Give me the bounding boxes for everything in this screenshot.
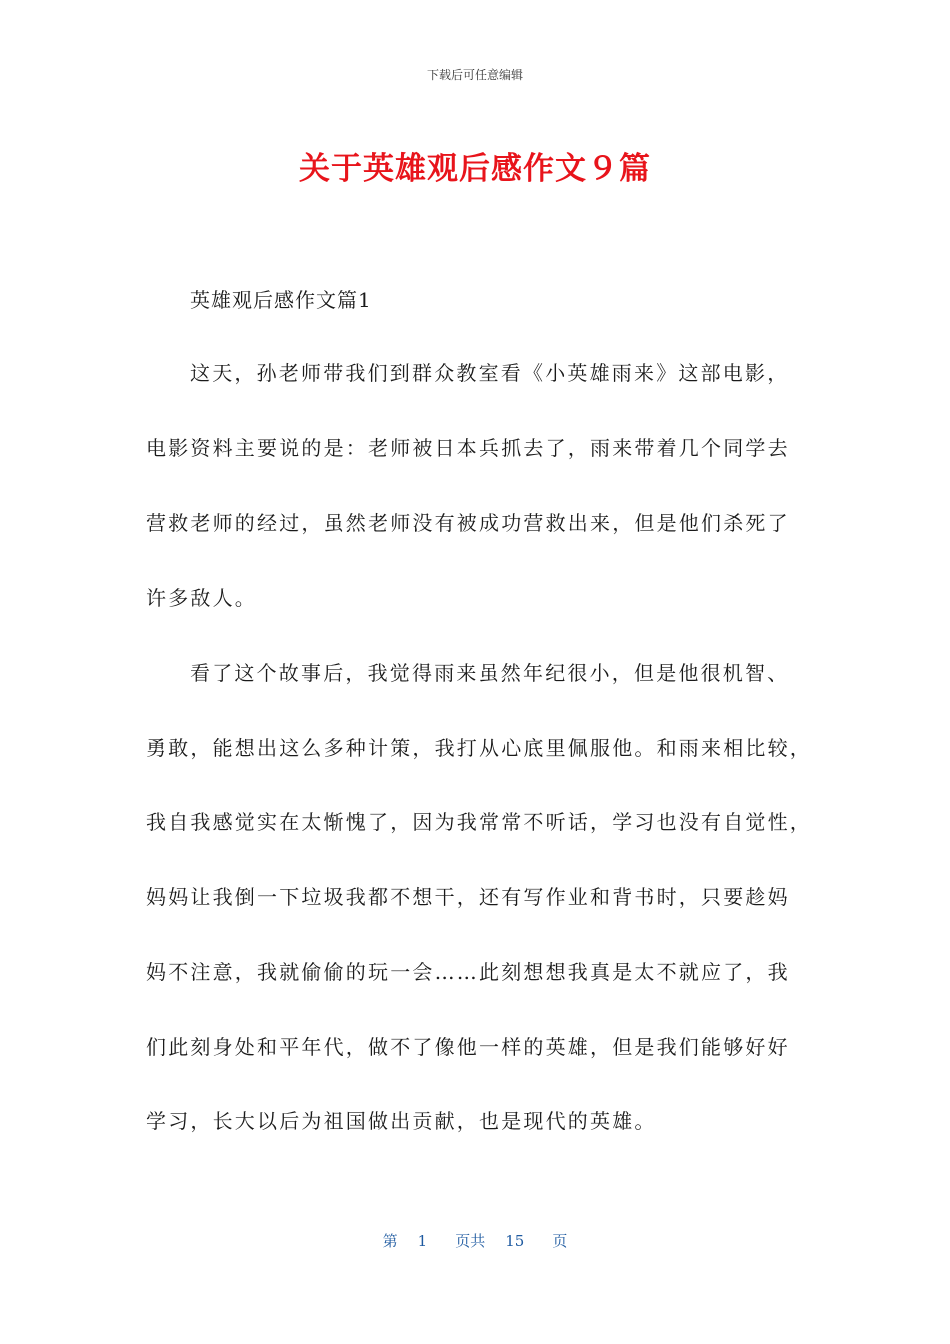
header-note: 下载后可任意编辑 bbox=[426, 68, 523, 82]
body-line-10: 们此刻身处和平年代，做不了像他一样的英雄，但是我们能够好好 bbox=[146, 1035, 790, 1059]
body-line-9: 妈不注意，我就偷偷的玩一会……此刻想想我真是太不就应了，我 bbox=[146, 960, 790, 984]
body-line-6: 勇敢，能想出这么多种计策，我打从心底里佩服他。和雨来相比较， bbox=[146, 736, 812, 760]
body-line-2: 电影资料主要说的是：老师被日本兵抓去了，雨来带着几个同学去 bbox=[146, 436, 790, 460]
footer-suffix: 页 bbox=[552, 1232, 568, 1250]
body-line-4: 许多敌人。 bbox=[146, 586, 257, 610]
section-heading: 英雄观后感作文篇1 bbox=[190, 288, 372, 312]
body-line-7: 我自我感觉实在太惭愧了，因为我常常不听话，学习也没有自觉性， bbox=[146, 810, 812, 834]
body-line-8: 妈妈让我倒一下垃圾我都不想干，还有写作业和背书时，只要趁妈 bbox=[146, 885, 790, 909]
body-line-1: 这天，孙老师带我们到群众教室看《小英雄雨来》这部电影， bbox=[190, 361, 790, 385]
body-line-3: 营救老师的经过，虽然老师没有被成功营救出来，但是他们杀死了 bbox=[146, 511, 790, 535]
footer-prefix: 第 bbox=[382, 1232, 398, 1250]
body-line-5: 看了这个故事后，我觉得雨来虽然年纪很小，但是他很机智、 bbox=[190, 661, 790, 685]
document-title: 关于英雄观后感作文９篇 bbox=[299, 151, 651, 187]
footer-mid: 页共 bbox=[455, 1232, 486, 1250]
body-line-11: 学习，长大以后为祖国做出贡献，也是现代的英雄。 bbox=[146, 1109, 657, 1133]
page-footer bbox=[0, 1230, 950, 1251]
footer-current-page: 1 bbox=[417, 1232, 428, 1250]
footer-total-pages: 15 bbox=[505, 1232, 525, 1250]
